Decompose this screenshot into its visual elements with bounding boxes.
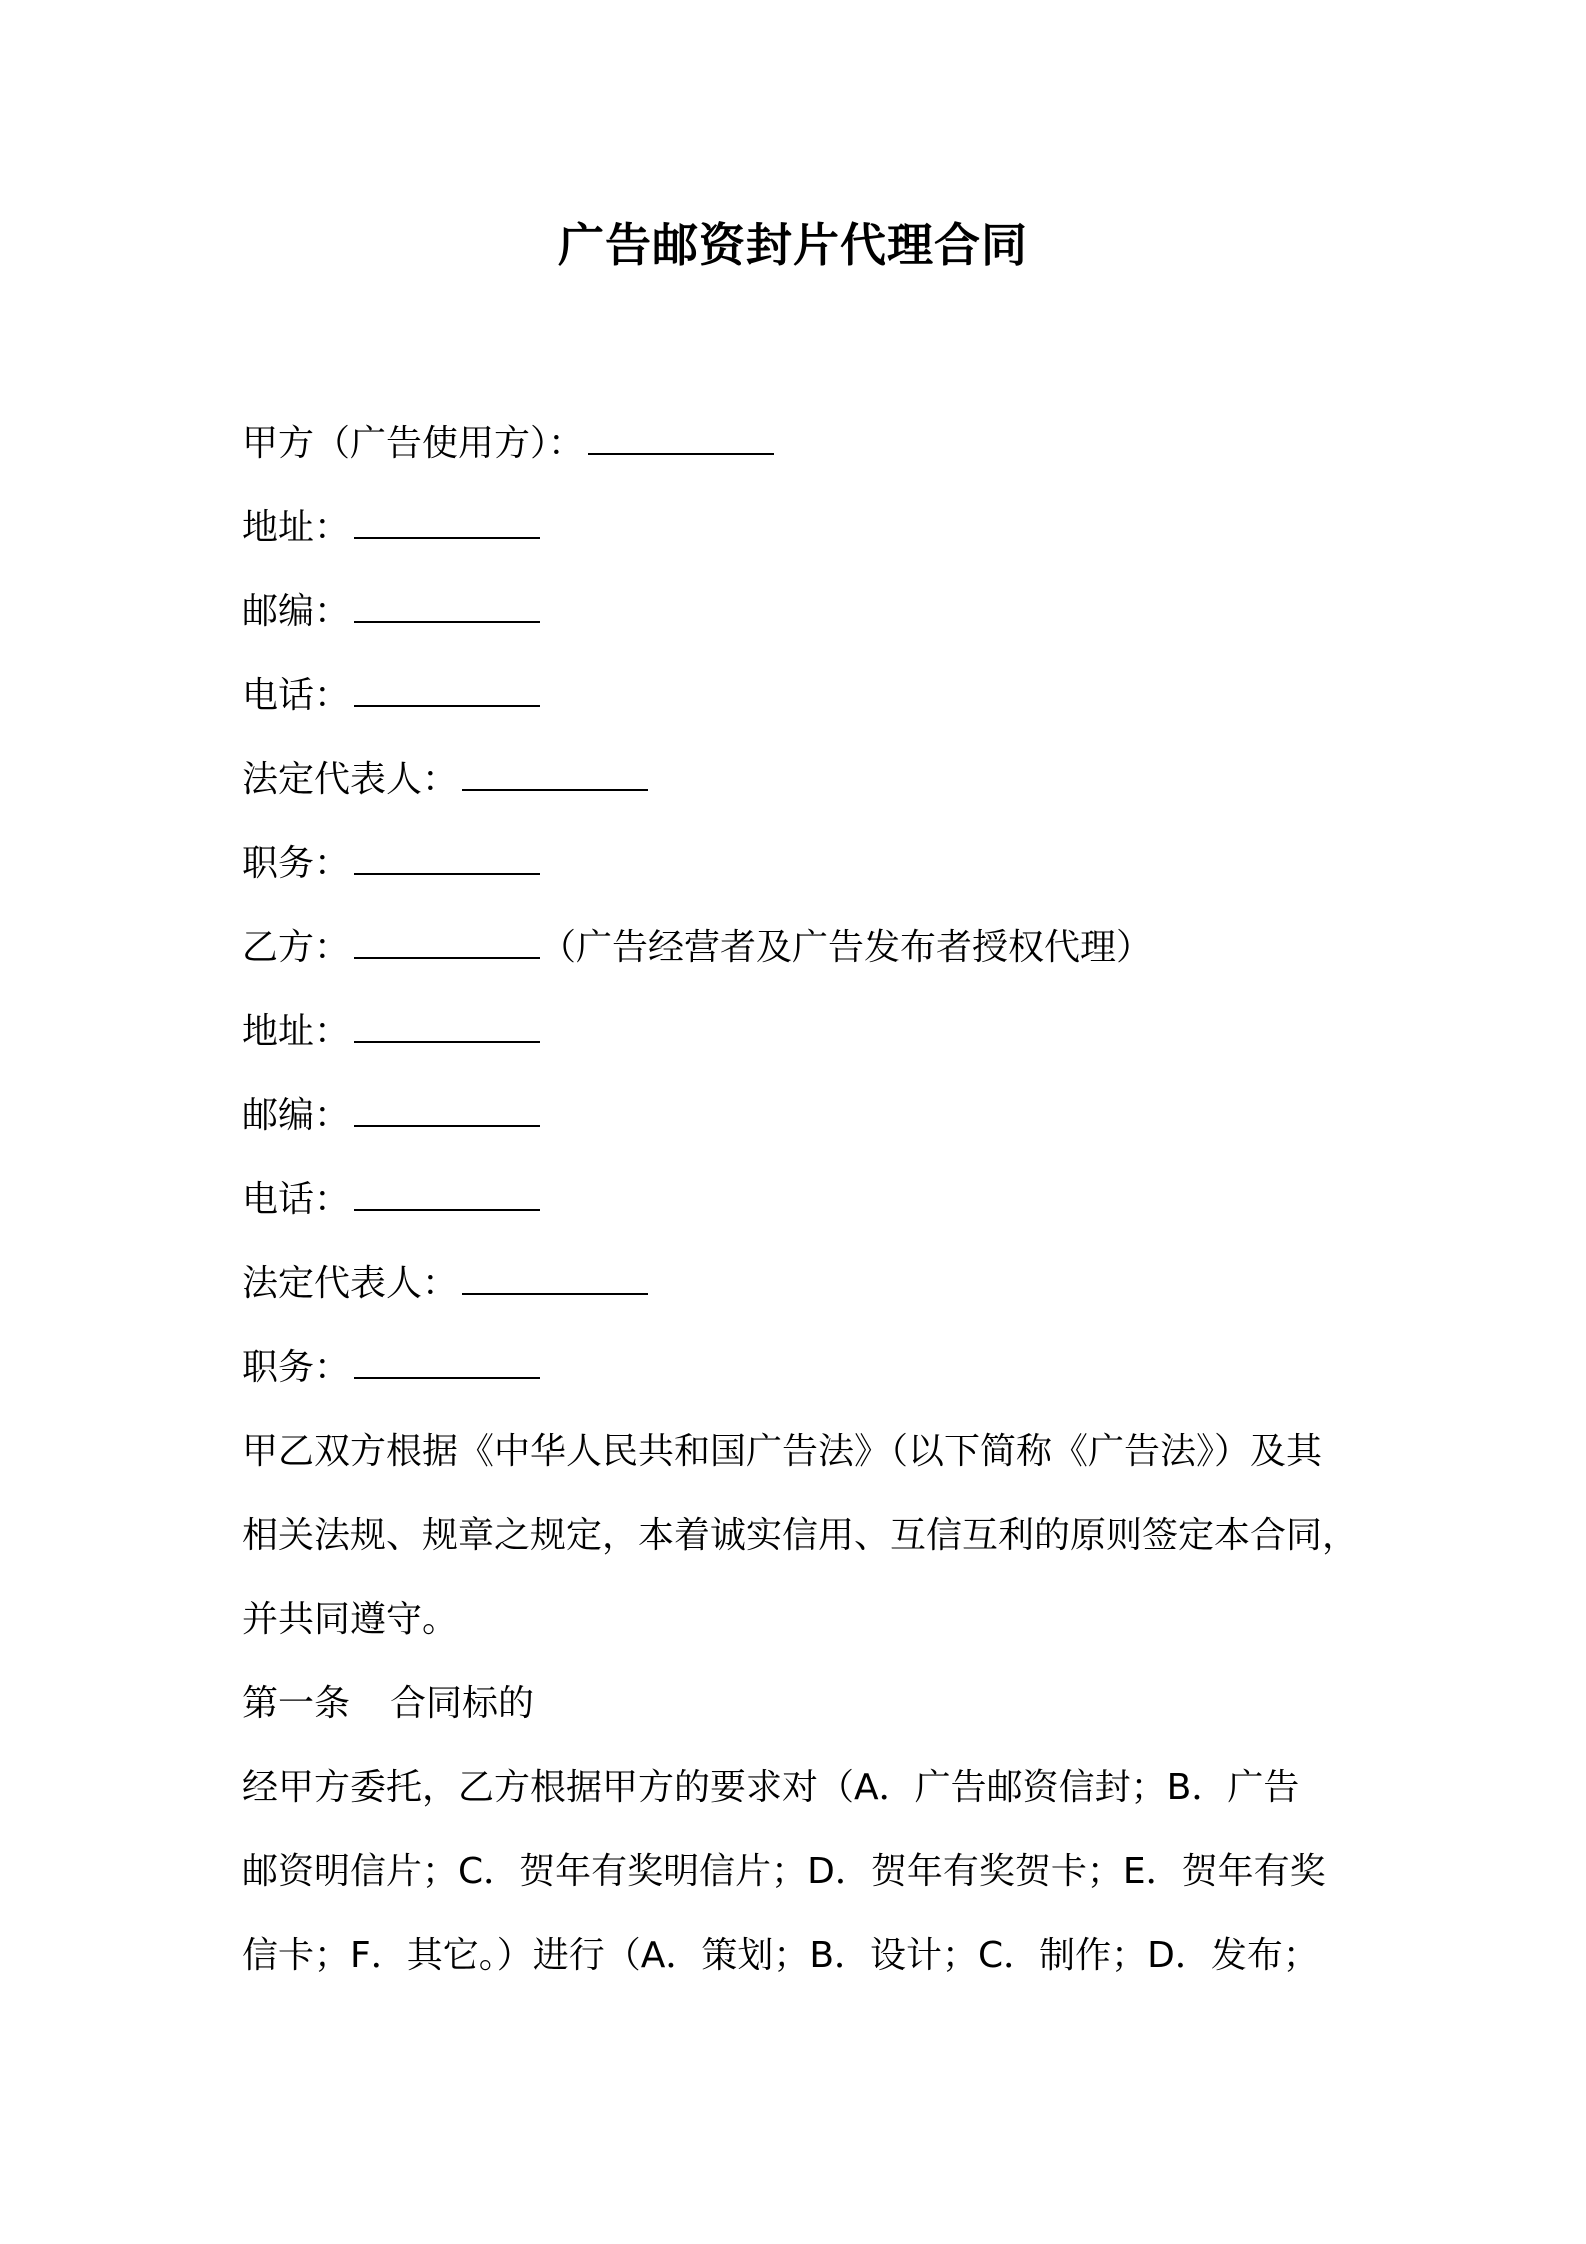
- party-b-postcode-label: 邮编：: [242, 1095, 351, 1136]
- party-a-position-label: 职务：: [242, 843, 351, 884]
- article-1-line: 信卡；F．其它。）进行（A．策划；B．设计；C．制作；D．发布；: [242, 1935, 1319, 1976]
- party-b-name-blank[interactable]: [354, 933, 540, 959]
- party-a-postcode-line: [242, 570, 1362, 654]
- article-1-heading: [242, 1662, 1362, 1746]
- party-a-postcode-label: 邮编：: [242, 591, 351, 632]
- party-b-legal-rep-line: [242, 1242, 1362, 1326]
- article-1-paragraph: [242, 1746, 1362, 1998]
- party-a-position-blank[interactable]: [354, 849, 540, 875]
- party-b-phone-blank[interactable]: [354, 1185, 540, 1211]
- party-b-line: [242, 906, 1362, 990]
- party-b-phone-label: 电话：: [242, 1179, 351, 1220]
- party-a-phone-blank[interactable]: [354, 681, 540, 707]
- article-1-line: 邮资明信片；C．贺年有奖明信片；D．贺年有奖贺卡；E．贺年有奖: [242, 1851, 1326, 1892]
- party-b-postcode-line: [242, 1074, 1362, 1158]
- party-b-phone-line: [242, 1158, 1362, 1242]
- party-a-line: [242, 402, 1362, 486]
- party-a-address-line: [242, 486, 1362, 570]
- party-b-label: 乙方：: [242, 927, 351, 968]
- party-a-phone-line: [242, 654, 1362, 738]
- party-a-label: 甲方（广告使用方）：: [242, 423, 585, 464]
- document-title: 广告邮资封片代理合同: [558, 218, 1028, 272]
- party-b-address-label: 地址：: [242, 1011, 351, 1052]
- party-a-phone-label: 电话：: [242, 675, 351, 716]
- party-b-address-blank[interactable]: [354, 1017, 540, 1043]
- article-1-title: 合同标的: [390, 1683, 535, 1724]
- party-b-postcode-blank[interactable]: [354, 1101, 540, 1127]
- party-a-legal-rep-line: [242, 738, 1362, 822]
- preamble-line: 相关法规、规章之规定，本着诚实信用、互信互利的原则签定本合同，: [242, 1515, 1359, 1556]
- party-b-legal-rep-label: 法定代表人：: [242, 1263, 459, 1304]
- party-b-legal-rep-blank[interactable]: [462, 1269, 648, 1295]
- party-a-postcode-blank[interactable]: [354, 597, 540, 623]
- party-b-position-line: [242, 1326, 1362, 1410]
- party-a-name-blank[interactable]: [588, 429, 774, 455]
- document-body: [242, 402, 1362, 1998]
- article-1-number: 第一条: [242, 1683, 351, 1724]
- party-a-legal-rep-label: 法定代表人：: [242, 759, 459, 800]
- preamble-line: 甲乙双方根据《中华人民共和国广告法》（以下简称《广告法》）及其: [242, 1431, 1323, 1472]
- party-b-position-blank[interactable]: [354, 1353, 540, 1379]
- party-a-position-line: [242, 822, 1362, 906]
- party-b-note: （广告经营者及广告发布者授权代理）: [540, 927, 1153, 968]
- party-a-legal-rep-blank[interactable]: [462, 765, 648, 791]
- party-a-address-label: 地址：: [242, 507, 351, 548]
- party-a-address-blank[interactable]: [354, 513, 540, 539]
- article-1-line: 经甲方委托，乙方根据甲方的要求对（A．广告邮资信封；B．广告: [242, 1767, 1300, 1808]
- party-b-address-line: [242, 990, 1362, 1074]
- party-b-position-label: 职务：: [242, 1347, 351, 1388]
- preamble-line: 并共同遵守。: [242, 1599, 459, 1640]
- preamble-paragraph: [242, 1410, 1362, 1662]
